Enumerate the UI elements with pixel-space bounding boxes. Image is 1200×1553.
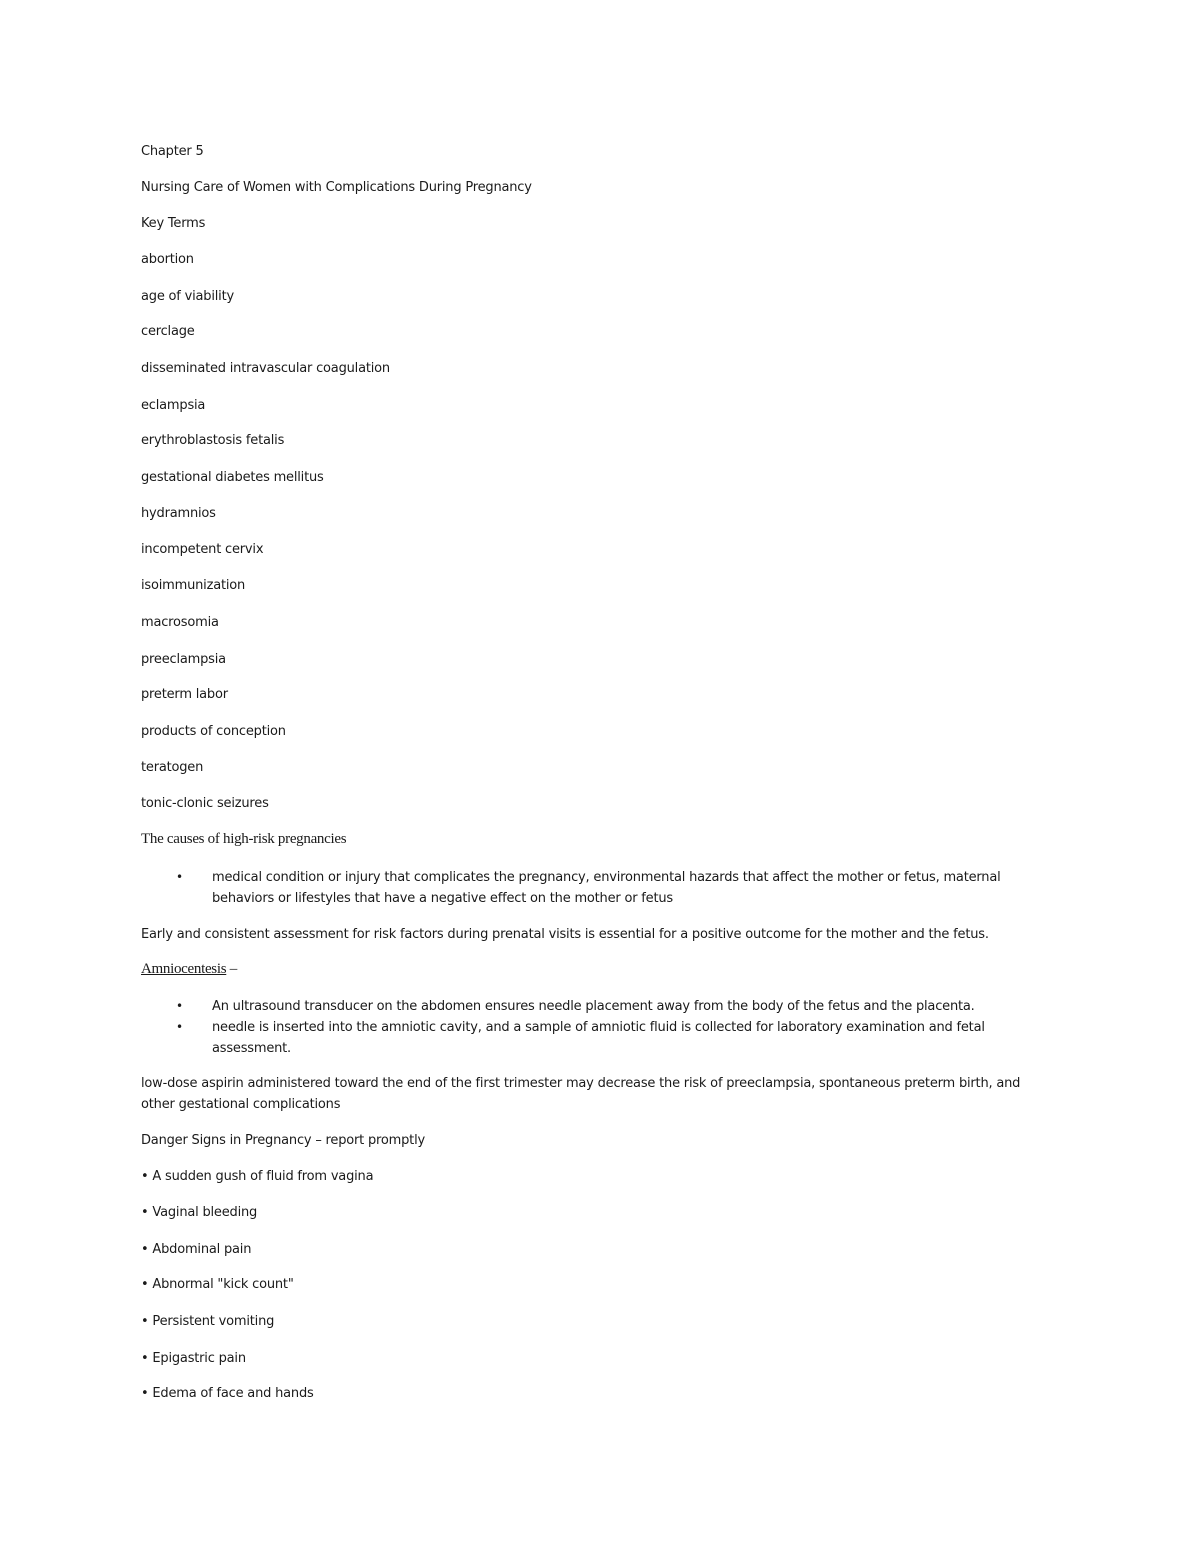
list-item bbox=[176, 1017, 1016, 1059]
key-term-item: cerclage bbox=[141, 324, 195, 339]
key-term-item: teratogen bbox=[141, 760, 204, 775]
key-term-item: abortion bbox=[141, 252, 194, 267]
bullet-icon: • bbox=[176, 870, 183, 884]
key-term-item: tonic-clonic seizures bbox=[141, 796, 269, 811]
amniocentesis-term: Amniocentesis bbox=[141, 961, 227, 977]
section-heading-causes: The causes of high-risk pregnancies bbox=[141, 831, 347, 847]
key-terms-label: Key Terms bbox=[141, 216, 206, 231]
bullet-icon: • bbox=[176, 999, 183, 1013]
danger-sign-item: • Abnormal "kick count" bbox=[141, 1277, 294, 1292]
list-item bbox=[176, 867, 1016, 909]
key-term-item: eclampsia bbox=[141, 398, 206, 413]
key-term-item: isoimmunization bbox=[141, 578, 246, 593]
danger-signs-heading: Danger Signs in Pregnancy – report promptly bbox=[141, 1133, 425, 1148]
key-term-item: incompetent cervix bbox=[141, 542, 264, 557]
key-term-item: disseminated intravascular coagulation bbox=[141, 361, 390, 376]
danger-sign-item: • Vaginal bleeding bbox=[141, 1205, 258, 1220]
assessment-paragraph: Early and consistent assessment for risk factors during prenatal visits is essential for a positive outcome for the mother and the fetus. bbox=[141, 927, 989, 942]
danger-sign-item: • Epigastric pain bbox=[141, 1351, 246, 1366]
key-term-item: preeclampsia bbox=[141, 652, 226, 667]
danger-sign-item: • Abdominal pain bbox=[141, 1242, 252, 1257]
danger-sign-item: • Edema of face and hands bbox=[141, 1386, 314, 1401]
causes-bullet-list bbox=[176, 867, 1016, 909]
chapter-label: Chapter 5 bbox=[141, 144, 204, 159]
key-term-item: products of conception bbox=[141, 724, 286, 739]
key-term-item: hydramnios bbox=[141, 506, 216, 521]
key-term-item: gestational diabetes mellitus bbox=[141, 470, 324, 485]
amniocentesis-dash: – bbox=[226, 961, 237, 977]
list-item-text: needle is inserted into the amniotic cavity, and a sample of amniotic fluid is collected for laboratory examination and fetal assessment. bbox=[212, 1020, 985, 1056]
list-item-text: An ultrasound transducer on the abdomen ensures needle placement away from the body of the fetus and the placenta. bbox=[212, 999, 975, 1014]
danger-sign-item: • Persistent vomiting bbox=[141, 1314, 275, 1329]
key-term-item: preterm labor bbox=[141, 687, 228, 702]
bullet-icon: • bbox=[176, 1020, 183, 1034]
aspirin-paragraph: low-dose aspirin administered toward the end of the first trimester may decrease the risk of preeclampsia, spontaneous preterm birth, and other gestational complications bbox=[141, 1076, 1021, 1112]
key-term-item: macrosomia bbox=[141, 615, 219, 630]
page-title: Nursing Care of Women with Complications During Pregnancy bbox=[141, 180, 532, 195]
list-item bbox=[176, 996, 1016, 1017]
key-term-item: erythroblastosis fetalis bbox=[141, 433, 285, 448]
list-item-text: medical condition or injury that complicates the pregnancy, environmental hazards that affect the mother or fetus, maternal behaviors or lifestyles that have a negative effect on the mother or fetus bbox=[212, 870, 1001, 906]
key-term-item: age of viability bbox=[141, 289, 234, 304]
danger-sign-item: • A sudden gush of fluid from vagina bbox=[141, 1169, 374, 1184]
amnio-bullet-list bbox=[176, 996, 1016, 1059]
section-heading-amniocentesis bbox=[141, 960, 237, 978]
